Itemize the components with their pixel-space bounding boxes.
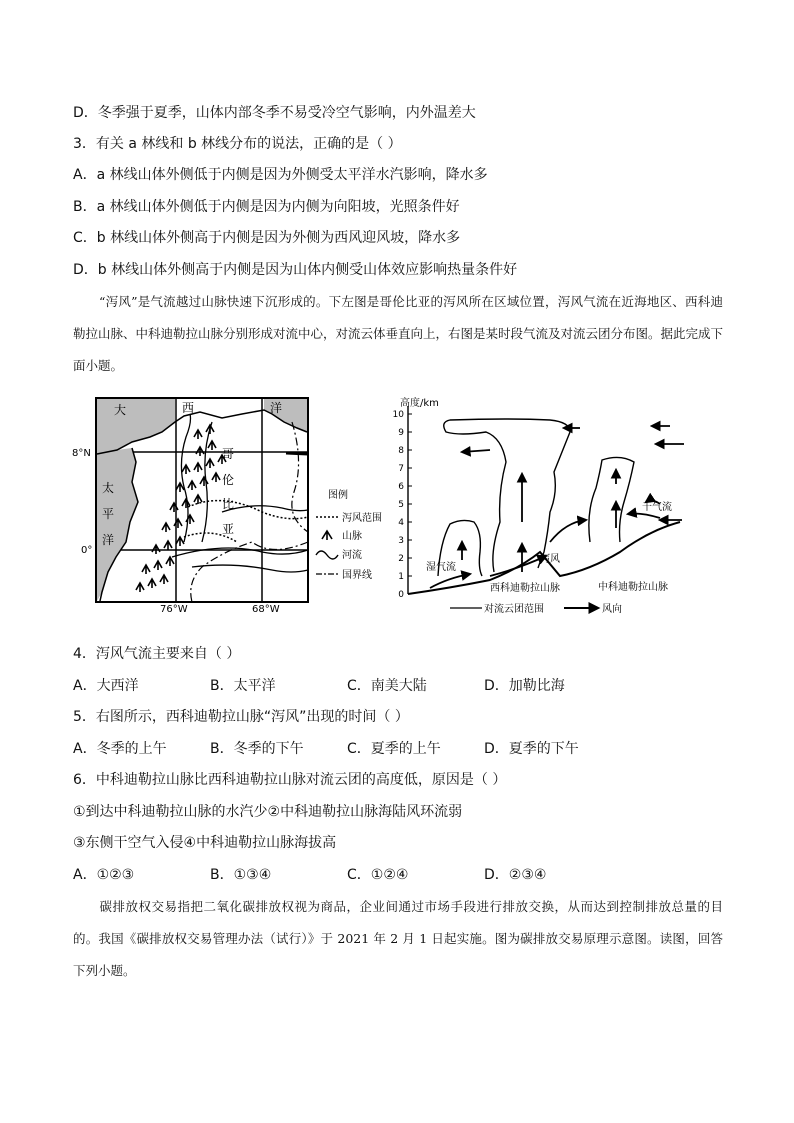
profile-y-tick-label: 3 <box>398 536 404 546</box>
map-ocean-top-1: 大 <box>114 403 127 417</box>
map-lon-68w: 68°W <box>252 604 280 614</box>
q5-option-d: D．夏季的下午 <box>484 741 579 757</box>
map-legend-foehn: 泻风范围 <box>342 513 382 524</box>
profile-y-tick-label: 4 <box>398 518 404 528</box>
profile-y-tick-label: 5 <box>398 500 404 510</box>
q3-option-d: D．b 林线山体外侧高于内侧是因为山体内侧受山体效应影响热量条件好 <box>73 262 518 278</box>
q5-option-a: A．冬季的上午 <box>73 741 167 757</box>
profile-y-tick-label: 7 <box>398 464 404 474</box>
profile-y-tick-label: 10 <box>392 410 404 420</box>
passage-foehn <box>73 286 723 382</box>
q6-statements-2: ③东侧干空气入侵④中科迪勒拉山脉海拔高 <box>73 835 337 851</box>
q6-option-d: D．②③④ <box>484 867 547 883</box>
q4-option-a: A．大西洋 <box>73 678 139 694</box>
map-country-3: 比 <box>222 497 235 511</box>
passage-carbon-text: 碳排放权交易指把二氧化碳排放权视为商品，企业间通过市场手段进行排放交换，从而达到控制排放总量的目的。我国《碳排放权交易管理办法（试行）》于 2021 年 2 月 1 日起实施。图为碳排放交易原理示意图。读图，回答下列小题。 <box>73 899 723 978</box>
q3-stem: 3．有关 a 林线和 b 林线分布的说法，正确的是（ ） <box>73 136 402 152</box>
map-country-2: 伦 <box>222 473 235 487</box>
profile-y-label: 高度/km <box>400 398 439 409</box>
map-legend-border: 国界线 <box>342 570 372 581</box>
profile-west-range: 西科迪勒拉山脉 <box>490 583 560 594</box>
profile-legend-wind: 风向 <box>602 604 622 615</box>
q6-option-a: A．①②③ <box>73 867 135 883</box>
map-lat-8n: 8°N <box>72 448 91 459</box>
q5-options <box>73 740 579 758</box>
colombia-map <box>72 392 390 614</box>
map-ocean-left-3: 洋 <box>102 533 115 547</box>
q4-stem: 4．泻风气流主要来自（ ） <box>73 646 241 662</box>
q4-options <box>73 677 565 695</box>
passage-carbon <box>73 891 723 987</box>
q3-option-a: A．a 林线山体外侧低于内侧是因为外侧受太平洋水汽影响，降水多 <box>73 167 488 183</box>
map-legend-title: 图例 <box>328 490 348 501</box>
q5-option-c: C．夏季的上午 <box>347 741 441 757</box>
q3-option-b: B．a 林线山体外侧低于内侧是因为内侧为向阳坡，光照条件好 <box>73 199 460 215</box>
map-ocean-top-3: 洋 <box>270 401 283 415</box>
q4-option-b: B．太平洋 <box>210 678 276 694</box>
q6-option-b: B．①③④ <box>210 867 272 883</box>
profile-legend-cloud: 对流云团范围 <box>484 604 544 615</box>
map-lon-76w: 76°W <box>160 604 188 614</box>
q2-option-d: D．冬季强于夏季，山体内部冬季不易受冷空气影响，内外温差大 <box>73 105 476 121</box>
profile-y-tick-label: 8 <box>398 446 404 456</box>
q6-option-c: C．①②④ <box>347 867 409 883</box>
map-ocean-left-2: 平 <box>102 507 115 521</box>
profile-foehn: 泻风 <box>540 554 560 565</box>
q5-option-b: B．冬季的下午 <box>210 741 304 757</box>
map-country-1: 哥 <box>222 447 235 461</box>
q4-option-d: D．加勒比海 <box>484 678 565 694</box>
q6-statements-1: ①到达中科迪勒拉山脉的水汽少②中科迪勒拉山脉海陆风环流弱 <box>73 804 463 820</box>
profile-y-tick-label: 6 <box>398 482 404 492</box>
profile-y-tick-label: 9 <box>398 428 404 438</box>
profile-dry-air: 干气流 <box>642 502 672 513</box>
profile-central-range: 中科迪勒拉山脉 <box>598 582 668 593</box>
passage-foehn-text: “泻风”是气流越过山脉快速下沉形成的。下左图是哥伦比亚的泻风所在区域位置，泻风气流在近海地区、西科迪勒拉山脉、中科迪勒拉山脉分别形成对流中心，对流云体垂直向上，右图是某时段气流及对流云团分布图。据此完成下面小题。 <box>73 294 724 373</box>
q6-stem: 6．中科迪勒拉山脉比西科迪勒拉山脉对流云团的高度低，原因是（ ） <box>73 772 507 788</box>
map-lat-0: 0° <box>81 545 93 556</box>
map-legend-river: 河流 <box>342 550 362 561</box>
convection-profile <box>390 392 696 620</box>
profile-y-tick-label: 0 <box>398 590 404 600</box>
map-country-4: 亚 <box>222 522 235 536</box>
q4-option-c: C．南美大陆 <box>347 678 427 694</box>
profile-y-tick-label: 2 <box>398 554 404 564</box>
q3-option-c: C．b 林线山体外侧高于内侧是因为外侧为西风迎风坡，降水多 <box>73 230 461 246</box>
map-ocean-left-1: 太 <box>102 481 115 495</box>
q5-stem: 5．右图所示，西科迪勒拉山脉“泻风”出现的时间（ ） <box>73 709 409 725</box>
profile-y-tick-label: 1 <box>398 572 404 582</box>
q6-options <box>73 866 546 884</box>
map-ocean-top-2: 西 <box>182 401 195 415</box>
map-legend-mountain: 山脉 <box>342 531 362 542</box>
profile-wet-air: 湿气流 <box>426 562 456 573</box>
